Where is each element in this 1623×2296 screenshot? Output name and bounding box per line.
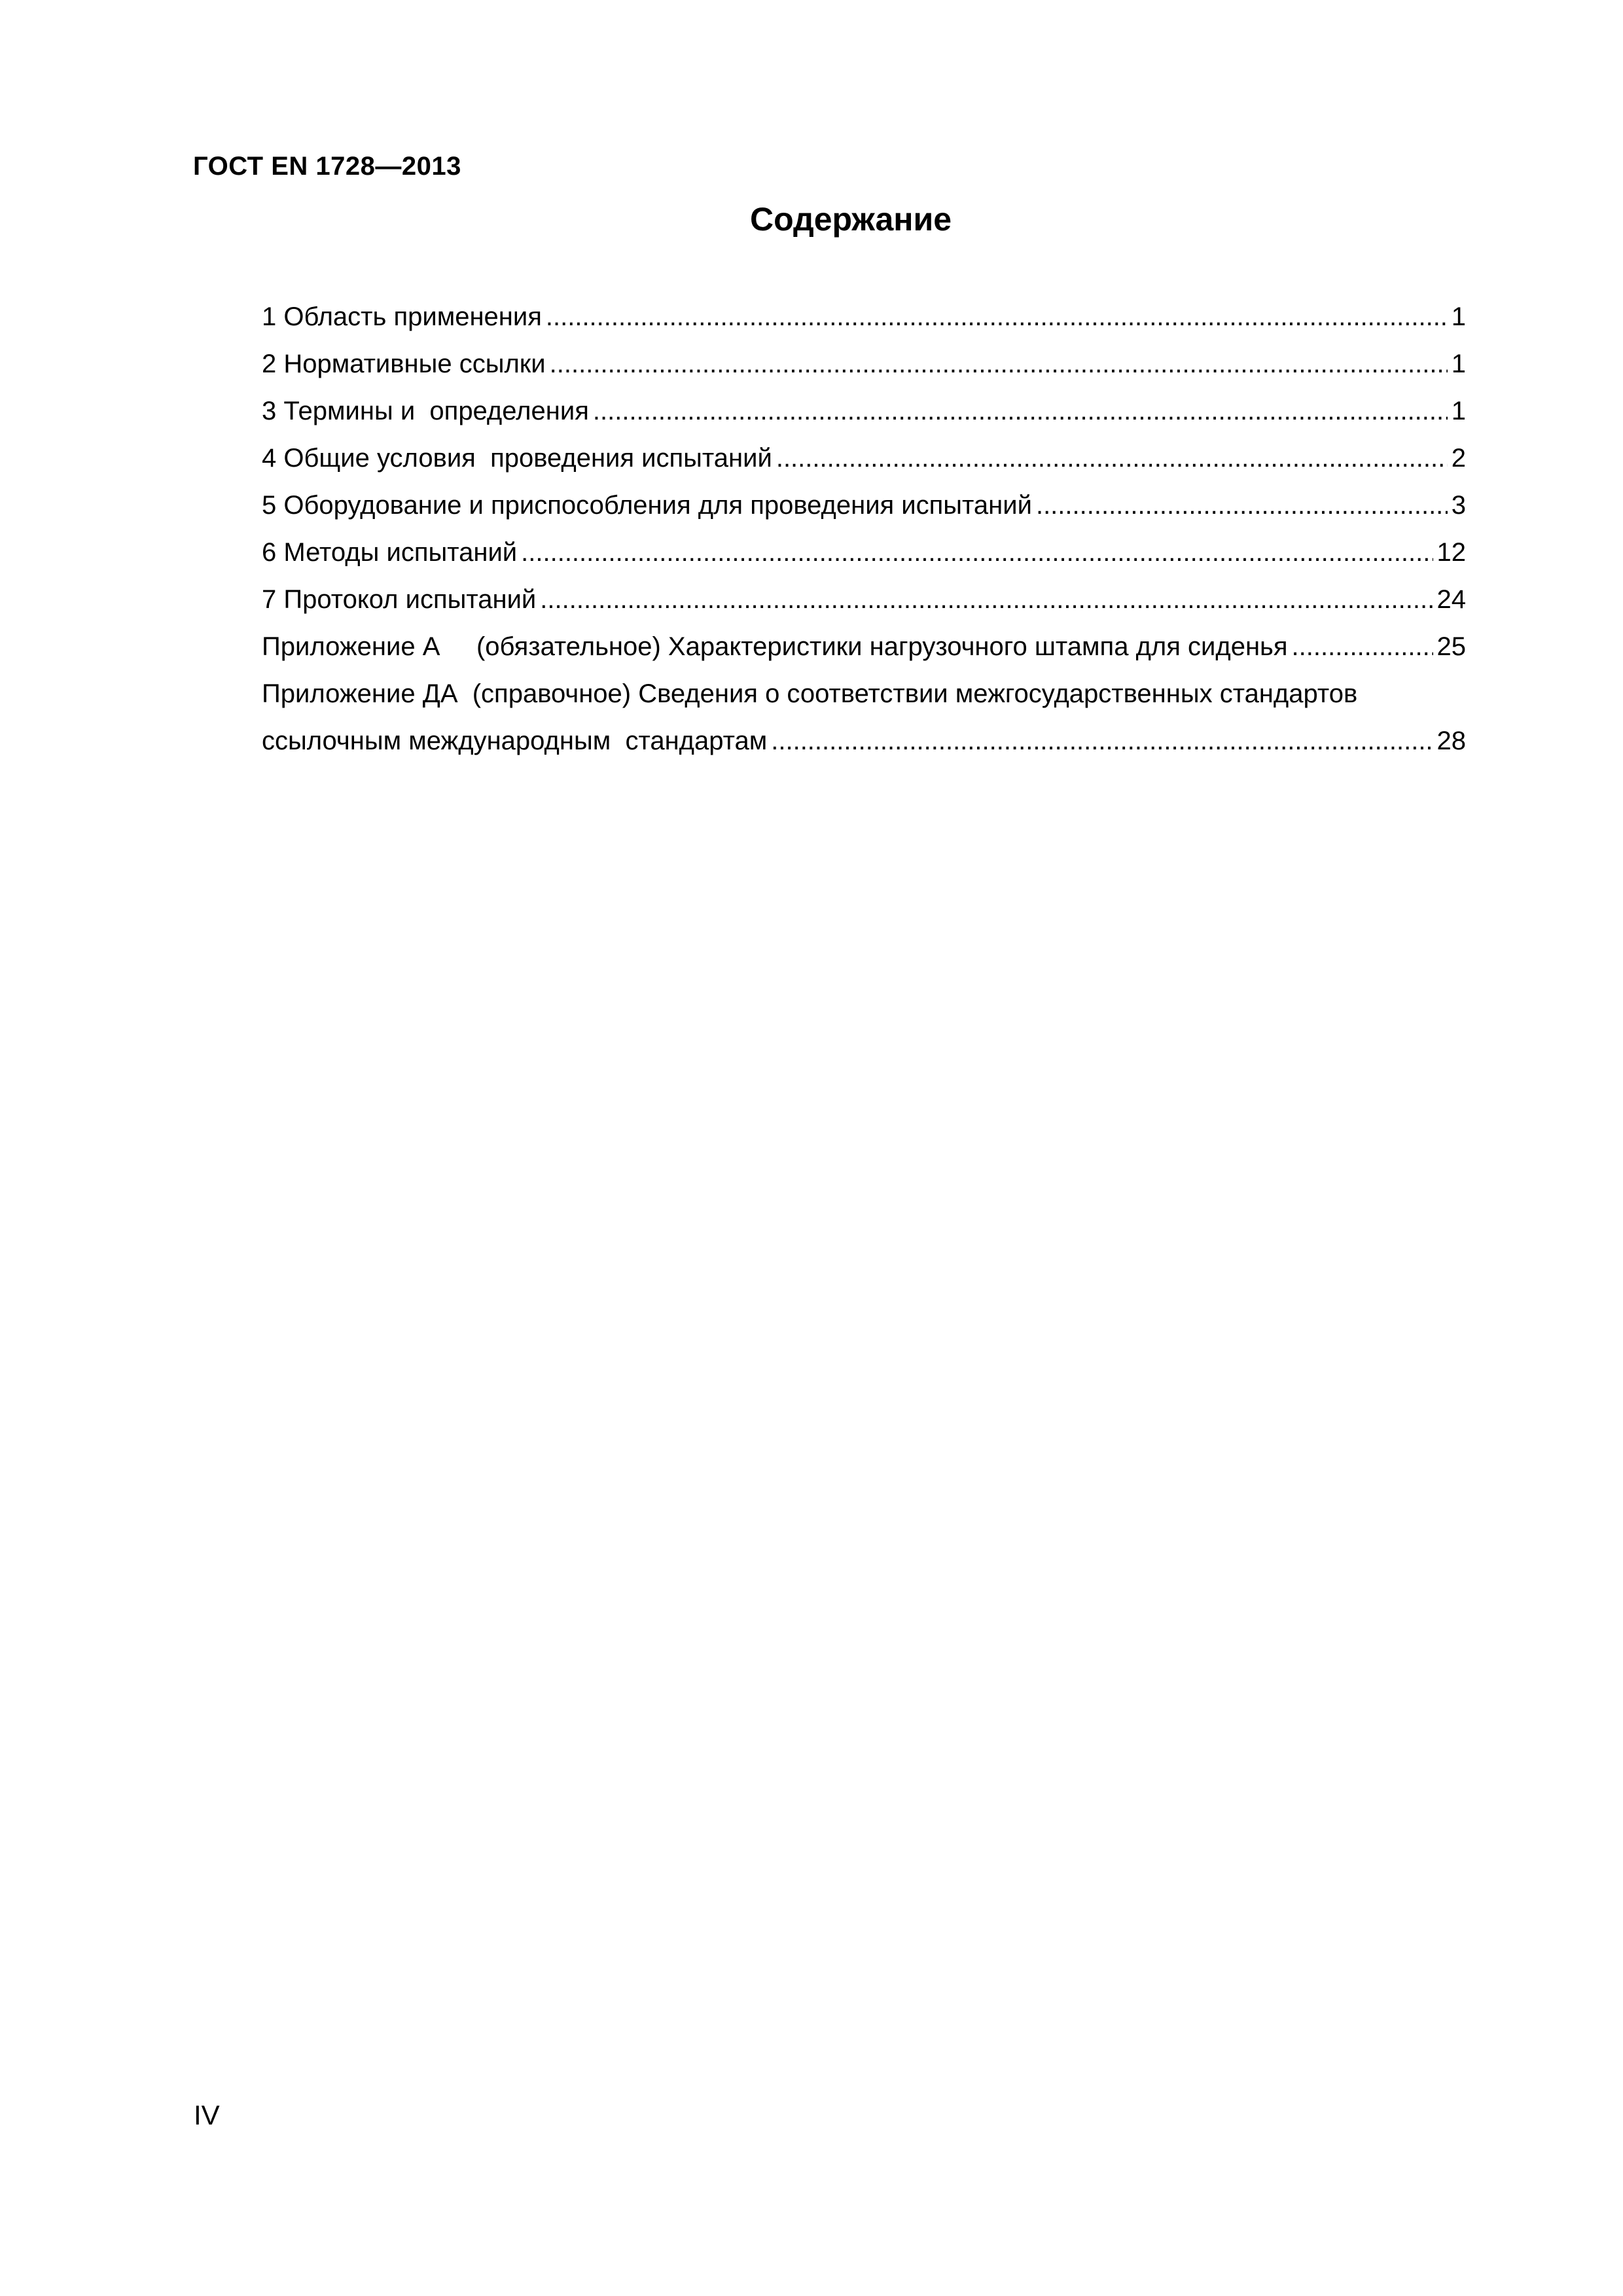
toc-entry[interactable] (262, 670, 1466, 764)
toc-entry[interactable] (262, 576, 1466, 623)
toc-entry-label-line2: ссылочным международным стандартам (262, 726, 768, 755)
toc-entry[interactable] (262, 387, 1466, 435)
toc-entry-label: 1 Область применения (262, 302, 542, 331)
toc-leader-dots (550, 340, 1448, 387)
toc-entry[interactable] (262, 623, 1466, 670)
toc-leader-dots (521, 529, 1433, 576)
toc-entry[interactable] (262, 529, 1466, 576)
toc-entry-label: 4 Общие условия проведения испытаний (262, 444, 772, 473)
toc-entry[interactable] (262, 293, 1466, 340)
toc-leader-dots (776, 435, 1448, 482)
toc-entry[interactable] (262, 435, 1466, 482)
toc-entry[interactable] (262, 340, 1466, 387)
toc-entry-label: 3 Термины и определения (262, 397, 589, 425)
toc-entry-page: 1 (1451, 397, 1466, 425)
toc-entry[interactable] (262, 482, 1466, 529)
toc-entry-page: 24 (1436, 585, 1466, 614)
page-number: IV (194, 2100, 220, 2130)
toc-entry-label: 6 Методы испытаний (262, 538, 518, 567)
toc-leader-dots (1292, 623, 1433, 670)
toc-entry-page: 28 (1436, 726, 1466, 755)
toc-entry-label-line1: Приложение ДА (справочное) Сведения о соответствии межгосударственных стандартов (262, 679, 1358, 708)
toc-entry-page: 1 (1451, 302, 1466, 331)
toc-entry-page: 1 (1451, 350, 1466, 378)
toc-leader-dots (540, 576, 1433, 623)
toc-entry-page: 25 (1436, 632, 1466, 661)
toc-leader-dots (546, 293, 1448, 340)
toc-entry-label: 7 Протокол испытаний (262, 585, 537, 614)
toc-entry-label: 5 Оборудование и приспособления для проведения испытаний (262, 491, 1032, 520)
toc-leader-dots (771, 717, 1433, 764)
toc-entry-page: 3 (1451, 491, 1466, 520)
toc-leader-dots (593, 387, 1448, 435)
toc-entry-page: 12 (1436, 538, 1466, 567)
document-code: ГОСТ EN 1728—2013 (193, 152, 461, 181)
toc-title: Содержание (749, 201, 952, 238)
table-of-contents (262, 293, 1466, 764)
toc-entry-page: 2 (1451, 444, 1466, 473)
toc-entry-label: 2 Нормативные ссылки (262, 350, 546, 378)
toc-leader-dots (1036, 482, 1448, 529)
toc-entry-label: Приложение А (обязательное) Характеристики нагрузочного штампа для сиденья (262, 632, 1288, 661)
